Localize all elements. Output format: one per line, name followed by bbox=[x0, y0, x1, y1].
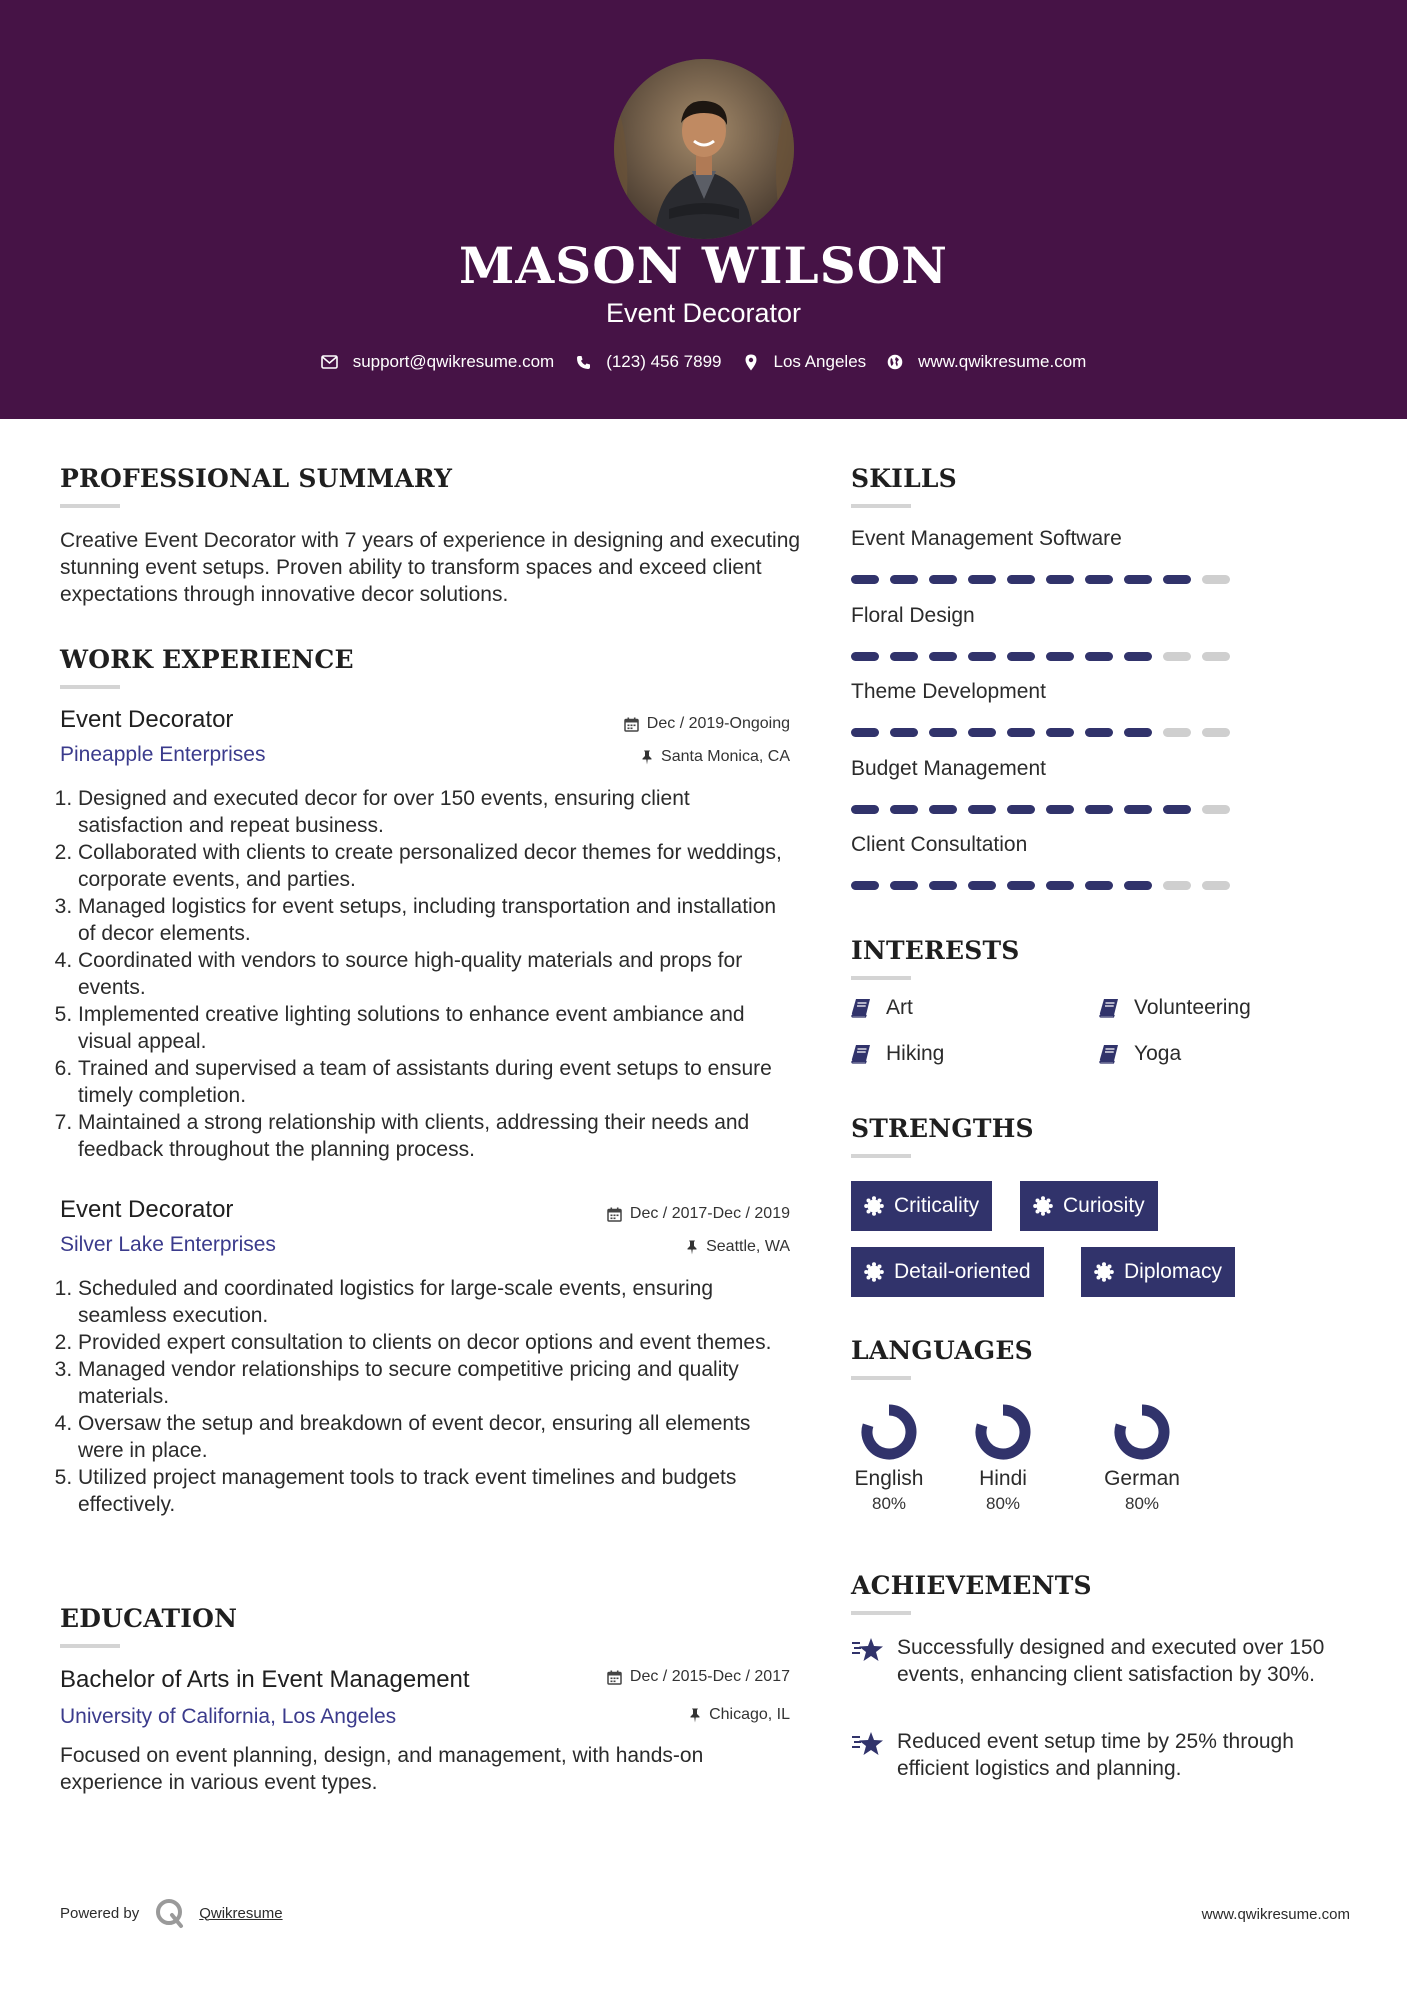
skill-rating bbox=[851, 728, 1241, 737]
experience-heading: WORK EXPERIENCE bbox=[60, 645, 354, 674]
contact-bar bbox=[0, 352, 1407, 372]
skill-dot bbox=[851, 728, 879, 737]
interest-label: Art bbox=[886, 996, 913, 1019]
education-date bbox=[607, 1668, 790, 1686]
list-item: 2. Provided expert consultation to clients on decor options and event themes. bbox=[78, 1329, 799, 1356]
language-ring-arc bbox=[1120, 1410, 1164, 1454]
skill-dot bbox=[851, 881, 879, 890]
language-ring bbox=[1112, 1402, 1172, 1462]
language-item bbox=[829, 1402, 949, 1514]
skill-dot bbox=[1085, 728, 1113, 737]
achievement-text: Reduced event setup time by 25% through efficient logistics and planning. bbox=[897, 1730, 1294, 1780]
badge-icon bbox=[864, 1262, 884, 1282]
star-icon bbox=[851, 1637, 885, 1663]
job-location bbox=[686, 1238, 790, 1256]
list-item: 1. Designed and executed decor for over 150 events, ensuring client satisfaction and repeat business. bbox=[78, 785, 799, 839]
list-item: 7. Maintained a strong relationship with clients, addressing their needs and feedback throughout the planning process. bbox=[78, 1109, 799, 1163]
skill-dot bbox=[1163, 805, 1191, 814]
footer-powered-by bbox=[60, 1896, 283, 1930]
job-bullets bbox=[59, 1275, 799, 1518]
section-divider bbox=[60, 1644, 120, 1648]
section-divider bbox=[851, 504, 911, 508]
skill-dot bbox=[1124, 652, 1152, 661]
book-icon bbox=[1099, 1044, 1119, 1064]
skill-dot bbox=[1124, 805, 1152, 814]
job-title: Event Decorator bbox=[60, 1196, 234, 1223]
map-pin-icon bbox=[742, 353, 760, 371]
skill-dot bbox=[1046, 805, 1074, 814]
interests-heading: INTERESTS bbox=[851, 936, 1020, 965]
achievements-heading: ACHIEVEMENTS bbox=[851, 1571, 1092, 1600]
list-item: 2. Collaborated with clients to create personalized decor themes for weddings, corporate events, and parties. bbox=[78, 839, 799, 893]
skill-dot bbox=[1046, 652, 1074, 661]
contact-email[interactable] bbox=[321, 352, 555, 372]
contact-website[interactable] bbox=[886, 352, 1086, 372]
calendar-icon bbox=[624, 717, 639, 732]
job-company[interactable]: Pineapple Enterprises bbox=[60, 743, 266, 766]
education-date-text: Dec / 2015-Dec / 2017 bbox=[629, 1668, 790, 1685]
location-text: Los Angeles bbox=[773, 352, 867, 371]
section-divider bbox=[60, 504, 120, 508]
skill-rating bbox=[851, 805, 1241, 814]
skill-dot bbox=[1202, 728, 1230, 737]
candidate-name: MASON WILSON bbox=[459, 236, 948, 295]
section-divider bbox=[851, 1154, 911, 1158]
job-company[interactable]: Silver Lake Enterprises bbox=[60, 1233, 276, 1256]
skill-dot bbox=[1046, 575, 1074, 584]
skill-dot bbox=[1085, 652, 1113, 661]
skill-dot bbox=[890, 728, 918, 737]
language-percent: 80% bbox=[1124, 1494, 1160, 1513]
skill-dot bbox=[1124, 575, 1152, 584]
language-item bbox=[943, 1402, 1063, 1514]
strengths-heading: STRENGTHS bbox=[851, 1114, 1034, 1143]
skill-dot bbox=[1163, 652, 1191, 661]
badge-icon bbox=[1033, 1196, 1053, 1216]
skill-name: Theme Development bbox=[851, 680, 1046, 703]
skill-dot bbox=[929, 575, 957, 584]
skill-dot bbox=[968, 881, 996, 890]
interest-item bbox=[851, 996, 913, 1020]
skill-name: Budget Management bbox=[851, 756, 1046, 780]
calendar-icon bbox=[607, 1207, 622, 1222]
email-text: support@qwikresume.com bbox=[352, 352, 555, 371]
skill-dot bbox=[1163, 881, 1191, 890]
language-name: German bbox=[1104, 1467, 1180, 1490]
job-date bbox=[624, 715, 790, 733]
phone-icon bbox=[574, 353, 592, 371]
website-text: www.qwikresume.com bbox=[918, 352, 1087, 371]
achievement-text: Successfully designed and executed over 150 events, enhancing client satisfaction by 30%. bbox=[897, 1636, 1325, 1686]
language-percent: 80% bbox=[985, 1494, 1021, 1513]
phone-text: (123) 456 7899 bbox=[606, 352, 722, 371]
pushpin-icon bbox=[689, 1708, 701, 1723]
list-item: 4. Coordinated with vendors to source high-quality materials and props for events. bbox=[78, 947, 799, 1001]
education-location bbox=[689, 1706, 790, 1724]
list-item: 5. Implemented creative lighting solutions to enhance event ambiance and visual appeal. bbox=[78, 1001, 799, 1055]
calendar-icon bbox=[607, 1670, 622, 1685]
skill-rating bbox=[851, 652, 1241, 661]
badge-icon bbox=[1094, 1262, 1114, 1282]
skill-dot bbox=[851, 805, 879, 814]
skill-dot bbox=[1202, 575, 1230, 584]
summary-heading: PROFESSIONAL SUMMARY bbox=[60, 464, 453, 493]
list-item: 4. Oversaw the setup and breakdown of event decor, ensuring all elements were in place. bbox=[78, 1410, 799, 1464]
skill-dot bbox=[1007, 575, 1035, 584]
envelope-icon bbox=[321, 353, 339, 371]
language-percent: 80% bbox=[871, 1494, 907, 1513]
footer-website[interactable]: www.qwikresume.com bbox=[1201, 1906, 1350, 1923]
interest-item bbox=[851, 1042, 944, 1066]
language-ring bbox=[973, 1402, 1033, 1462]
skill-name: Floral Design bbox=[851, 603, 975, 627]
language-name: Hindi bbox=[979, 1467, 1027, 1490]
qwikresume-logo-icon bbox=[153, 1896, 187, 1930]
education-location-text: Chicago, IL bbox=[709, 1706, 790, 1723]
skill-dot bbox=[1085, 881, 1113, 890]
skill-dot bbox=[1046, 728, 1074, 737]
list-item: 5. Utilized project management tools to track event timelines and budgets effectively. bbox=[78, 1464, 799, 1518]
job-location-text: Santa Monica, CA bbox=[661, 748, 790, 765]
skill-dot bbox=[890, 575, 918, 584]
skill-dot bbox=[1163, 575, 1191, 584]
contact-location bbox=[742, 352, 867, 372]
star-icon bbox=[851, 1731, 885, 1757]
skill-dot bbox=[929, 728, 957, 737]
list-item: 1. Scheduled and coordinated logistics for large-scale events, ensuring seamless execution. bbox=[78, 1275, 799, 1329]
list-item: 3. Managed logistics for event setups, including transportation and installation of decor elements. bbox=[78, 893, 799, 947]
language-name: English bbox=[854, 1467, 924, 1490]
skill-dot bbox=[929, 652, 957, 661]
strength-label: Diplomacy bbox=[1124, 1260, 1223, 1283]
skill-dot bbox=[1085, 805, 1113, 814]
education-heading: EDUCATION bbox=[60, 1604, 238, 1633]
language-item bbox=[1082, 1402, 1202, 1514]
strength-label: Criticality bbox=[894, 1194, 980, 1217]
skill-dot bbox=[929, 805, 957, 814]
skill-dot bbox=[890, 652, 918, 661]
pushpin-icon bbox=[686, 1240, 698, 1255]
job-bullets bbox=[59, 785, 799, 1163]
strength-chip bbox=[851, 1247, 1044, 1297]
section-divider bbox=[851, 976, 911, 980]
summary-text: Creative Event Decorator with 7 years of experience in designing and executing stunning event setups. Proven ability to transform spaces and exceed client expectations through innovative decor solutions. bbox=[60, 529, 801, 606]
skill-dot bbox=[1007, 652, 1035, 661]
skill-rating bbox=[851, 575, 1241, 584]
strength-label: Detail-oriented bbox=[894, 1260, 1031, 1283]
strength-chip bbox=[1020, 1181, 1158, 1231]
skill-name: Event Management Software bbox=[851, 527, 1122, 550]
section-divider bbox=[851, 1611, 911, 1615]
skill-name: Client Consultation bbox=[851, 833, 1028, 856]
pushpin-icon bbox=[641, 750, 653, 765]
skill-dot bbox=[1007, 728, 1035, 737]
job-location bbox=[641, 748, 790, 766]
skill-dot bbox=[968, 805, 996, 814]
strength-chip bbox=[851, 1181, 992, 1231]
job-title: Event Decorator bbox=[60, 706, 234, 733]
skill-dot bbox=[1163, 728, 1191, 737]
job-date-text: Dec / 2017-Dec / 2019 bbox=[629, 1205, 790, 1222]
skill-dot bbox=[1202, 652, 1230, 661]
interest-item bbox=[1099, 1042, 1181, 1066]
skill-dot bbox=[1202, 881, 1230, 890]
skill-dot bbox=[1124, 728, 1152, 737]
skill-dot bbox=[929, 881, 957, 890]
resume-header bbox=[0, 0, 1407, 419]
achievement-item bbox=[851, 1634, 1361, 1688]
skill-dot bbox=[1124, 881, 1152, 890]
skill-dot bbox=[968, 575, 996, 584]
brand-link[interactable]: Qwikresume bbox=[199, 1904, 283, 1922]
contact-phone[interactable] bbox=[574, 352, 721, 372]
school-name[interactable]: University of California, Los Angeles bbox=[60, 1705, 397, 1728]
job-date-text: Dec / 2019-Ongoing bbox=[646, 715, 790, 732]
job-location-text: Seattle, WA bbox=[706, 1238, 790, 1255]
skill-dot bbox=[851, 575, 879, 584]
interest-label: Volunteering bbox=[1134, 996, 1251, 1019]
interest-label: Hiking bbox=[886, 1042, 945, 1065]
skill-dot bbox=[968, 652, 996, 661]
interest-label: Yoga bbox=[1134, 1042, 1182, 1065]
languages-heading: LANGUAGES bbox=[851, 1336, 1033, 1365]
strength-label: Curiosity bbox=[1063, 1194, 1145, 1217]
book-icon bbox=[851, 1044, 871, 1064]
language-ring bbox=[859, 1402, 919, 1462]
powered-by-label: Powered by bbox=[60, 1904, 140, 1922]
skill-dot bbox=[1007, 805, 1035, 814]
skill-dot bbox=[890, 805, 918, 814]
section-divider bbox=[60, 685, 120, 689]
skill-dot bbox=[1007, 881, 1035, 890]
skill-dot bbox=[1046, 881, 1074, 890]
skill-dot bbox=[890, 881, 918, 890]
book-icon bbox=[851, 998, 871, 1018]
skills-heading: SKILLS bbox=[851, 464, 957, 493]
skill-dot bbox=[968, 728, 996, 737]
book-icon bbox=[1099, 998, 1119, 1018]
skill-dot bbox=[1202, 805, 1230, 814]
section-divider bbox=[851, 1376, 911, 1380]
strength-chip bbox=[1081, 1247, 1235, 1297]
list-item: 6. Trained and supervised a team of assistants during event setups to ensure timely completion. bbox=[78, 1055, 799, 1109]
interest-item bbox=[1099, 996, 1251, 1020]
skill-dot bbox=[1085, 575, 1113, 584]
degree-title: Bachelor of Arts in Event Management bbox=[60, 1666, 470, 1693]
education-text: Focused on event planning, design, and management, with hands-on experience in various event types. bbox=[60, 1744, 704, 1794]
badge-icon bbox=[864, 1196, 884, 1216]
globe-icon bbox=[886, 353, 904, 371]
language-ring-arc bbox=[867, 1410, 911, 1454]
job-date bbox=[607, 1205, 790, 1223]
achievement-item bbox=[851, 1728, 1361, 1782]
profile-photo bbox=[614, 59, 794, 239]
language-ring-arc bbox=[981, 1410, 1025, 1454]
skill-rating bbox=[851, 881, 1241, 890]
list-item: 3. Managed vendor relationships to secure competitive pricing and quality materials. bbox=[78, 1356, 799, 1410]
skill-dot bbox=[851, 652, 879, 661]
candidate-role: Event Decorator bbox=[605, 298, 802, 328]
